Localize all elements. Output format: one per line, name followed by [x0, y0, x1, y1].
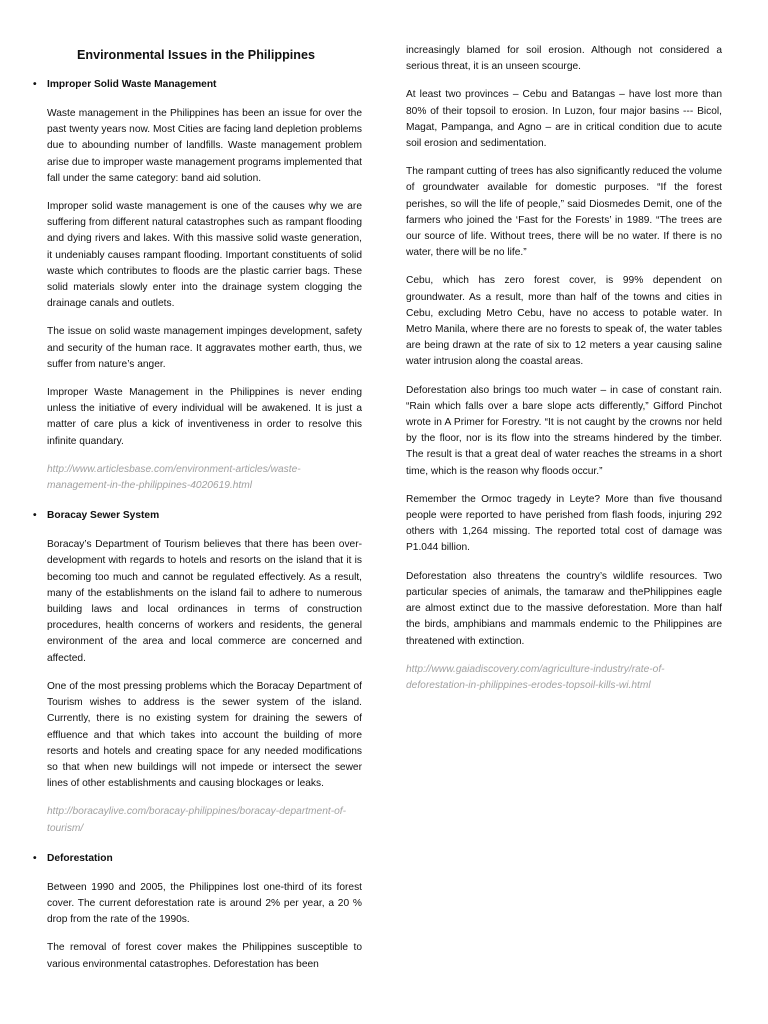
paragraph: The removal of forest cover makes the Philippines susceptible to various environmental catastrophes. Deforestation has been: [47, 942, 362, 970]
paragraph: At least two provinces – Cebu and Batangas – have lost more than 80% of their topsoil to erosion. In Luzon, four major basins --- Bicol, Magat, Pampanga, and Agno – are in critical condition due to acute soil erosion and sedimentation.: [406, 89, 722, 150]
bullet-icon: •: [33, 852, 37, 864]
paragraph: One of the most pressing problems which the Boracay Department of Tourism wishes to address is the sewer system of the island. Currently, there is no existing system for draining the sewers of effluence and that which takes into account the building of more resorts and hotels and creating space for any needed modifications so that when new buildings will not impede or intersect the sewer lines of other establishments and causing blockages or leaks.: [47, 680, 362, 790]
source-link[interactable]: http://boracaylive.com/boracay-philippines/boracay-department-of-tourism/: [47, 806, 346, 834]
bullet-icon: •: [33, 510, 37, 522]
source-link[interactable]: http://www.gaiadiscovery.com/agriculture-industry/rate-of-deforestation-in-philippines-erodes-topsoil-kills-wi.html: [406, 663, 665, 691]
source-link[interactable]: http://www.articlesbase.com/environment-articles/waste-management-in-the-philippines-4020619.html: [47, 463, 301, 492]
bullet-icon: •: [33, 79, 37, 90]
left-column: [30, 0, 362, 973]
paragraph: increasingly blamed for soil erosion. Although not considered a serious threat, it is an unseen scourge.: [406, 45, 722, 73]
paragraph: Improper Waste Management in the Philippines is never ending unless the initiative of every individual will be awakened. It is just a matter of care plus a kick of inventiveness in order to resolve this infinite quandary.: [47, 387, 362, 447]
paragraph: Improper solid waste management is one of the causes why we are suffering from different natural catastrophes such as rampant flooding and dying rivers and lakes. With this massive solid waste generation, it undeniably causes rampant flooding. Important constituents of solid waste which contributes to floods are the plastic carrier bags. These solid materials slowly enter into the drainage system clogging the drainage canals and outlets.: [47, 201, 362, 310]
paragraph: Between 1990 and 2005, the Philippines lost one-third of its forest cover. The current deforestation rate is around 2% per year, a 20 % drop from the rate of the 1990s.: [47, 881, 362, 926]
paragraph: Waste management in the Philippines has been an issue for over the past twenty years now. Most Cities are facing land depletion problems due to abounding number of landfills. Waste management problem arise due to improper waste management programs implemented that fall under the same category: band aid solution.: [47, 108, 362, 184]
paragraph: Boracay’s Department of Tourism believes that there has been over-development with regards to hotels and resorts on the island that it is becoming too much and cannot be regulated effectively. As a result, many of the establishments on the island fail to adhere to numerous building laws and local ordinances in terms of construction procedures, health concerns of workers and residents, the general environment of the area and local commerce are concerned and affected.: [47, 539, 362, 664]
section-heading-solid-waste: • Improper Solid Waste Management: [30, 77, 362, 93]
section-heading-deforestation: • Deforestation: [30, 851, 362, 867]
right-column: [406, 0, 722, 694]
page-title: Environmental Issues in the Philippines: [77, 48, 315, 62]
paragraph: Cebu, which has zero forest cover, is 99% dependent on groundwater. As a result, more than half of the towns and cities in Cebu, excluding Metro Cebu, have no access to potable water. In Metro Manila, where there are no forests to speak of, the water tables are being drawn at the rate of six to 12 meters a year causing saline water intrusion along the coastal areas.: [406, 275, 722, 368]
section-heading-boracay: • Boracay Sewer System: [30, 508, 362, 524]
paragraph: The rampant cutting of trees has also significantly reduced the volume of groundwater available for domestic purposes. “If the forest perishes, so will the life of people,” said Diosmedes Demit, one of the farmers who joined the ‘Fast for the Forests’ in 1989. “The trees are our source of life. Without trees, there will be no water. If there is no water, there will be no life.”: [406, 166, 722, 259]
paragraph: Deforestation also threatens the country’s wildlife resources. Two particular species of animals, the tamaraw and thePhilippines eagle are almost extinct due to the massive deforestation. More than half the birds, amphibians and mammals endemic to the Philippines are threatened with extinction.: [406, 570, 722, 647]
paragraph: The issue on solid waste management impinges development, safety and security of the human race. It aggravates mother earth, thus, we suffer from nature’s anger.: [47, 326, 362, 370]
paragraph: Remember the Ormoc tragedy in Leyte? More than five thousand people were reported to have perished from flash foods, injuring 292 others with 1,264 missing. The reported total cost of damage was P1.044 billion.: [406, 493, 722, 554]
paragraph: Deforestation also brings too much water – in case of constant rain. “Rain which falls over a bare slope acts differently,” Gifford Pinchot wrote in A Primer for Forestry. “It is not caught by the crowns nor held by the floor, nor is its flow into the streams hindered by the timber. The result is that a great deal of water reaches the streams in a short time, which is the reason why floods occur.”: [406, 384, 722, 477]
